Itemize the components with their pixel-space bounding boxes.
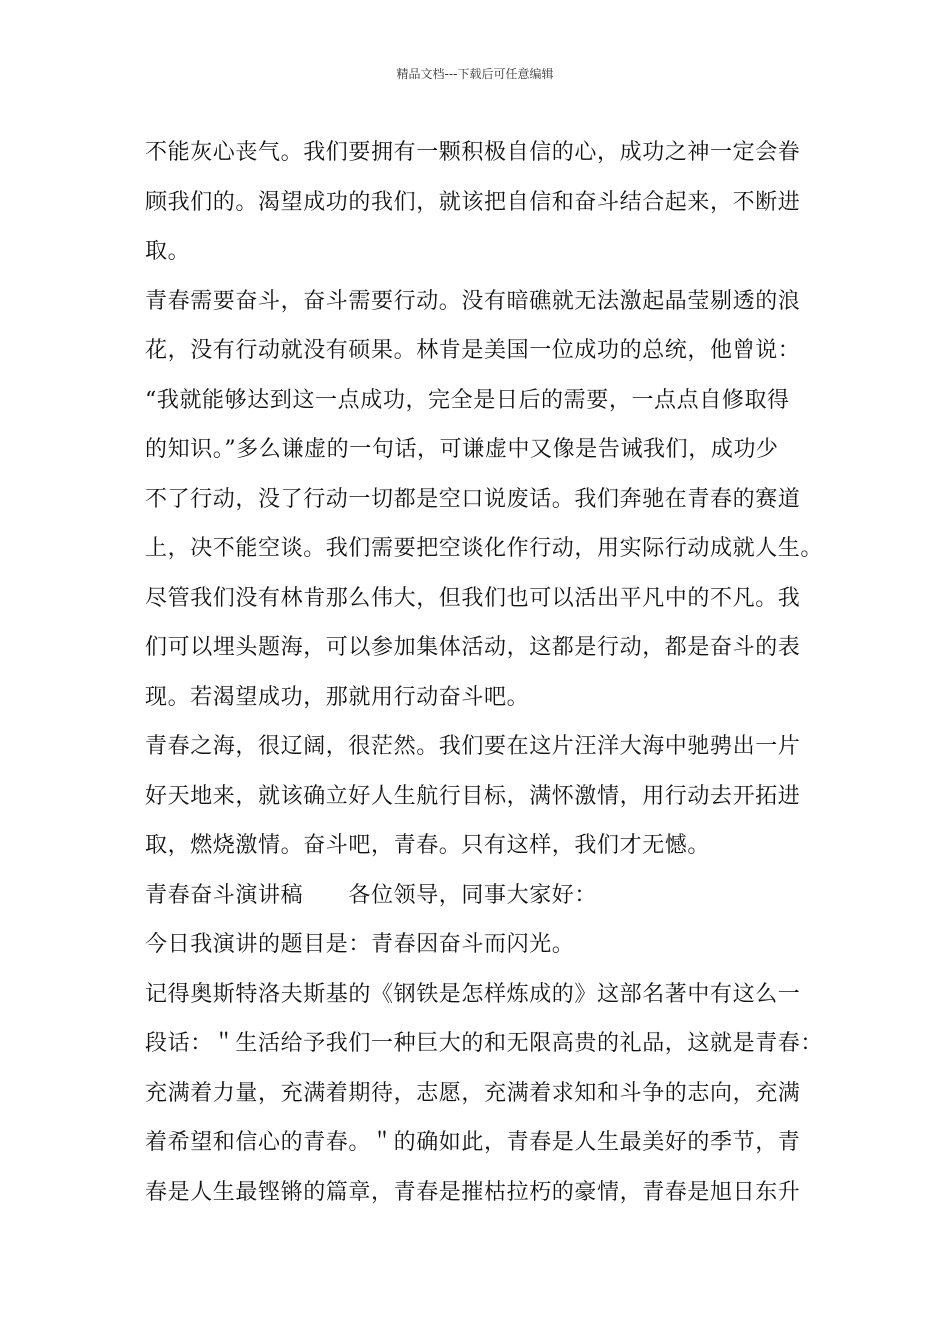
text-line: 青春奋斗演讲稿 各位领导，同事大家好： (145, 882, 598, 908)
text-line: 的知识。”多么谦虚的一句话，可谦虚中又像是告诫我们，成功少 (145, 437, 779, 462)
text-line: 段话：＂生活给予我们一种巨大的和无限高贵的礼品，这就是青春： (145, 1031, 824, 1056)
text-line: 们可以埋头题海，可以参加集体活动，这都是行动，都是奋斗的表 (145, 635, 801, 660)
text-line: 现。若渴望成功，那就用行动奋斗吧。 (145, 684, 530, 710)
text-line: 上，决不能空谈。我们需要把空谈化作行动，用实际行动成就人生。 (145, 536, 824, 561)
text-line: 取，燃烧激情。奋斗吧，青春。只有这样，我们才无憾。 (145, 833, 711, 858)
text-line: 青春需要奋斗，奋斗需要行动。没有暗礁就无法激起晶莹剔透的浪 (145, 288, 801, 314)
text-line: 充满着力量，充满着期待，志愿，充满着求知和斗争的志向，充满 (145, 1080, 801, 1106)
text-line: 青春之海，很辽阔，很茫然。我们要在这片汪洋大海中驰骋出一片 (145, 734, 801, 759)
text-line: 记得奥斯特洛夫斯基的《钢铁是怎样炼成的》这部名著中有这么一 (145, 981, 801, 1007)
text-line: 今日我演讲的题目是：青春因奋斗而闪光。 (145, 932, 575, 957)
text-line: 取。 (145, 239, 191, 264)
text-line: 着希望和信心的青春。＂的确如此，青春是人生最美好的季节，青 (145, 1130, 801, 1155)
text-line: 春是人生最铿锵的篇章，青春是摧枯拉朽的豪情，青春是旭日东升 (145, 1179, 801, 1205)
document-body (145, 128, 825, 1217)
text-line: 好天地来，就该确立好人生航行目标，满怀激情，用行动去开拓进 (145, 783, 801, 809)
text-line: 顾我们的。渴望成功的我们，就该把自信和奋斗结合起来，不断进 (145, 189, 801, 215)
text-line: 不了行动，没了行动一切都是空口说废话。我们奔驰在青春的赛道 (145, 486, 801, 512)
text-line: 尽管我们没有林肯那么伟大，但我们也可以活出平凡中的不凡。我 (145, 585, 801, 611)
text-line: 花，没有行动就没有硕果。林肯是美国一位成功的总统，他曾说： (145, 338, 801, 363)
text-line: 不能灰心丧气。我们要拥有一颗积极自信的心，成功之神一定会眷 (145, 140, 801, 165)
page-header: 精品文档---下载后可任意编辑 (396, 67, 554, 81)
text-line: “我就能够达到这一点成功，完全是日后的需要，一点点自修取得 (145, 387, 790, 413)
